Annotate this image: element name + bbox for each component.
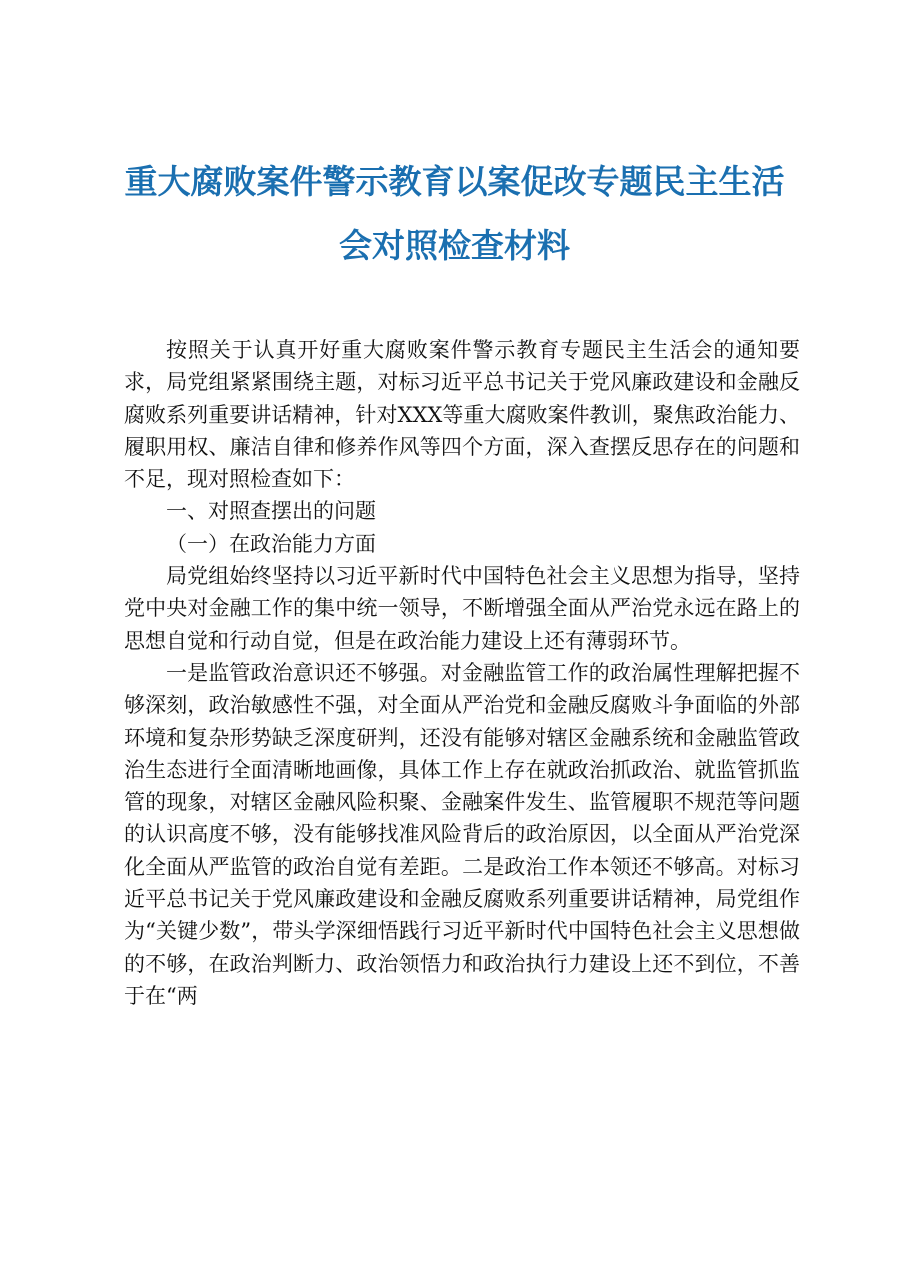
section-heading: 一、对照查摆出的问题 [166,499,376,524]
document-title-line-2: 会对照检查材料 [339,226,570,265]
subsection-heading: （一）在政治能力方面 [166,531,376,556]
document-body [124,334,800,1012]
body-paragraph: 一是监管政治意识还不够强。对金融监管工作的政治属性理解把握不够深刻，政治敏感性不强，对全面从严治党和金融反腐败斗争面临的外部环境和复杂形势缺乏深度研判，还没有能够对辖区金融系统和金融监管政治生态进行全面清晰地画像，具体工作上存在就政治抓政治、就监管抓监管的现象，对辖区金融风险积聚、金融案件发生、监管履职不规范等问题的认识高度不够，没有能够找准风险背后的政治原因，以全面从严治党深化全面从严监管的政治自觉有差距。二是政治工作本领还不够高。对标习近平总书记关于党风廉政建设和金融反腐败系列重要讲话精神，局党组作为“关键少数”，带头学深细悟践行习近平新时代中国特色社会主义思想做的不够，在政治判断力、政治领悟力和政治执行力建设上还不到位，不善于在“两 [124,660,800,1008]
body-paragraph: 局党组始终坚持以习近平新时代中国特色社会主义思想为指导，坚持党中央对金融工作的集中统一领导，不断增强全面从严治党永远在路上的思想自觉和行动自觉，但是在政治能力建设上还有薄弱环节。 [124,564,800,653]
document-title-line-1: 重大腐败案件警示教育以案促改专题民主生活 [124,162,785,201]
intro-paragraph: 按照关于认真开好重大腐败案件警示教育专题民主生活会的通知要求，局党组紧紧围绕主题，对标习近平总书记关于党风廉政建设和金融反腐败系列重要讲话精神，针对XXX等重大腐败案件教训，聚焦政治能力、履职用权、廉洁自律和修养作风等四个方面，深入查摆反思存在的问题和不足，现对照检查如下： [124,338,800,492]
